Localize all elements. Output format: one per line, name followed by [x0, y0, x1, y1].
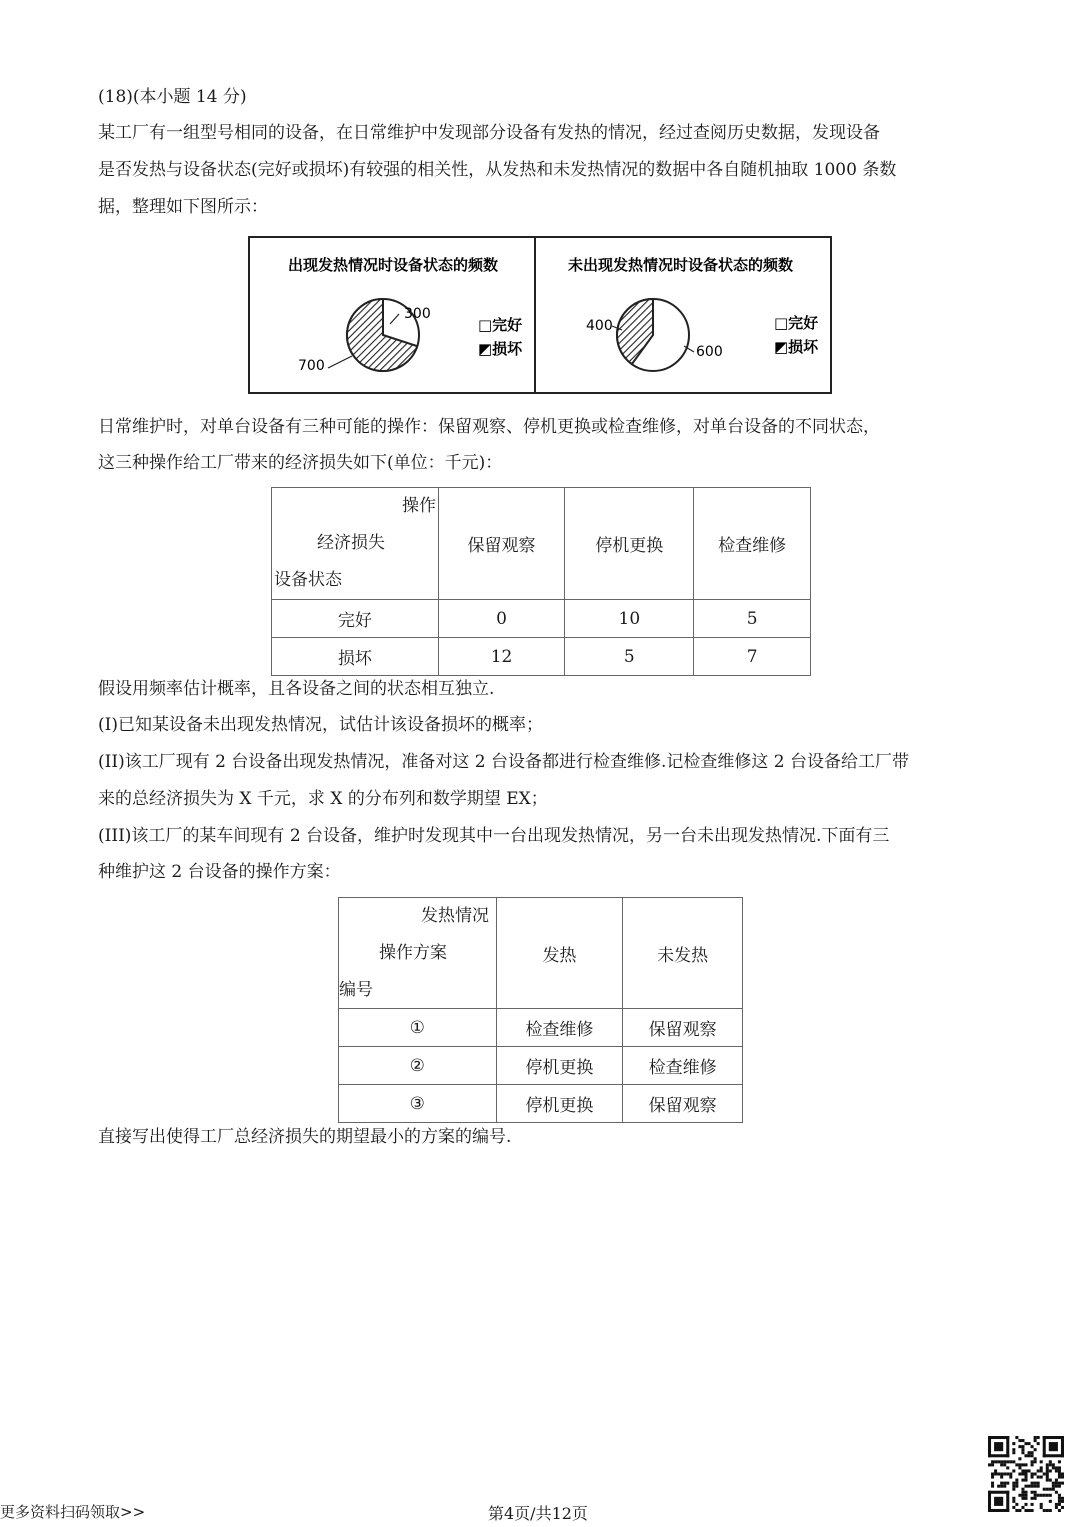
- qr-module: [1040, 1494, 1043, 1497]
- qr-module: [1055, 1485, 1058, 1488]
- qr-module: [1046, 1463, 1049, 1466]
- qr-module: [1034, 1448, 1037, 1451]
- qr-module: [1043, 1436, 1064, 1439]
- question-2-line-2: 来的总经济损失为 X 千元，求 X 的分布列和数学期望 EX；: [98, 789, 548, 809]
- qr-module: [1028, 1442, 1031, 1445]
- qr-module: [1049, 1442, 1058, 1451]
- qr-module: [1037, 1482, 1040, 1485]
- chart2-title: 未出现发热情况时设备状态的频数: [568, 256, 794, 274]
- qr-module: [1031, 1472, 1034, 1475]
- qr-module: [1031, 1497, 1034, 1500]
- qr-module: [1031, 1460, 1034, 1463]
- qr-module: [1012, 1506, 1015, 1509]
- qr-module: [1003, 1485, 1006, 1488]
- qr-module: [1058, 1500, 1061, 1503]
- qr-module: [1006, 1472, 1009, 1475]
- qr-module: [1012, 1451, 1015, 1454]
- qr-module: [1024, 1454, 1027, 1457]
- chart2-label-bad: 400: [586, 318, 613, 334]
- qr-module: [994, 1472, 997, 1475]
- qr-module: [1031, 1445, 1034, 1448]
- final-question: 直接写出使得工厂总经济损失的期望最小的方案的编号.: [98, 1127, 512, 1147]
- loss-col-header: 保留观察: [438, 488, 565, 600]
- qr-module: [1034, 1491, 1037, 1494]
- qr-module: [1028, 1454, 1031, 1457]
- qr-module: [1021, 1488, 1024, 1491]
- qr-module: [1031, 1476, 1034, 1479]
- qr-module: [1040, 1460, 1043, 1463]
- plan-header-top: 发热情况: [421, 906, 489, 926]
- qr-module: [997, 1460, 1000, 1463]
- chart2-legend-good: □完好: [774, 314, 819, 332]
- qr-module: [1003, 1482, 1006, 1485]
- qr-module: [1028, 1509, 1031, 1512]
- qr-module: [1043, 1436, 1046, 1457]
- qr-module: [1006, 1482, 1009, 1485]
- qr-module: [1012, 1488, 1015, 1491]
- qr-module: [1043, 1454, 1064, 1457]
- qr-module: [1037, 1442, 1040, 1445]
- qr-module: [1058, 1472, 1061, 1475]
- loss-row-state: 完好: [272, 600, 439, 638]
- qr-module: [1037, 1436, 1040, 1439]
- qr-module: [1006, 1460, 1009, 1463]
- loss-header-bottom: 设备状态: [274, 570, 342, 590]
- qr-module: [1058, 1476, 1061, 1479]
- plan-cell: 保留观察: [623, 1085, 743, 1123]
- qr-module: [1049, 1494, 1052, 1497]
- qr-module: [991, 1485, 994, 1488]
- qr-module: [988, 1509, 1009, 1512]
- qr-module: [1028, 1469, 1031, 1472]
- qr-module: [1049, 1488, 1052, 1491]
- qr-module: [997, 1472, 1000, 1475]
- plan-cell: 检查维修: [496, 1009, 623, 1047]
- qr-module: [1031, 1509, 1034, 1512]
- qr-module: [1031, 1463, 1034, 1466]
- qr-module: [1031, 1491, 1034, 1494]
- table-row: [339, 1085, 743, 1123]
- intro-line-3: 据，整理如下图所示：: [98, 197, 268, 217]
- chart2-label-good: 600: [696, 344, 723, 360]
- plan-cell: 检查维修: [623, 1047, 743, 1085]
- qr-module: [1024, 1476, 1027, 1479]
- qr-module: [1006, 1491, 1009, 1512]
- qr-module: [1012, 1442, 1015, 1445]
- qr-module: [1018, 1472, 1021, 1475]
- qr-module: [1021, 1448, 1024, 1451]
- qr-module: [1049, 1463, 1052, 1466]
- table-row: [272, 600, 811, 638]
- qr-module: [1018, 1439, 1021, 1442]
- plan-header-bottom: 编号: [339, 980, 373, 1000]
- ops-line-1: 日常维护时，对单台设备有三种可能的操作：保留观察、停机更换或检查维修，对单台设备的不同状态，: [98, 417, 880, 437]
- qr-module: [1024, 1442, 1027, 1445]
- qr-module: [1058, 1485, 1061, 1488]
- pie-charts-box: [248, 236, 832, 394]
- qr-module: [1024, 1491, 1027, 1494]
- qr-module: [1003, 1463, 1006, 1466]
- qr-module: [1061, 1476, 1064, 1479]
- qr-module: [1003, 1460, 1006, 1463]
- qr-module: [1012, 1448, 1015, 1451]
- qr-module: [1037, 1485, 1040, 1488]
- qr-module: [1021, 1451, 1024, 1454]
- qr-module: [991, 1476, 994, 1479]
- loss-header-top: 操作: [402, 496, 436, 516]
- loss-cell: 7: [694, 638, 811, 676]
- qr-module: [1018, 1466, 1021, 1469]
- qr-module: [1058, 1482, 1061, 1485]
- loss-cell: 10: [565, 600, 694, 638]
- qr-module: [1040, 1476, 1043, 1479]
- qr-module: [1031, 1451, 1034, 1454]
- qr-module: [1018, 1445, 1021, 1448]
- qr-module: [994, 1497, 1003, 1506]
- qr-module: [1015, 1509, 1018, 1512]
- qr-module: [1024, 1485, 1027, 1488]
- plan-table: [338, 897, 743, 1123]
- qr-module: [991, 1460, 994, 1463]
- ops-line-2: 这三种操作给工厂带来的经济损失如下(单位：千元)：: [98, 453, 503, 473]
- qr-module: [1037, 1494, 1040, 1497]
- loss-col-header: 检查维修: [694, 488, 811, 600]
- plan-id: ③: [339, 1085, 497, 1123]
- qr-module: [1009, 1476, 1012, 1479]
- loss-col-header: 停机更换: [565, 488, 694, 600]
- qr-module: [1049, 1460, 1052, 1463]
- qr-module: [1043, 1494, 1046, 1497]
- qr-module: [1034, 1494, 1037, 1497]
- qr-module: [1000, 1482, 1003, 1485]
- qr-module: [1055, 1503, 1058, 1506]
- loss-cell: 5: [565, 638, 694, 676]
- qr-module: [1021, 1491, 1024, 1494]
- question-3-line-1: (III)该工厂的某车间现有 2 台设备，维护时发现其中一台出现发热情况，另一台未出现发热情况.下面有三: [98, 826, 890, 846]
- qr-module: [1061, 1472, 1064, 1475]
- qr-module: [1024, 1497, 1027, 1500]
- footer-page-number: 第4页/共12页: [488, 1504, 588, 1523]
- loss-cell: 12: [438, 638, 565, 676]
- qr-module: [1024, 1494, 1027, 1497]
- loss-row-state: 损坏: [272, 638, 439, 676]
- qr-module: [988, 1463, 991, 1466]
- qr-module: [1046, 1472, 1049, 1475]
- qr-module: [1031, 1485, 1034, 1488]
- plan-cell: 保留观察: [623, 1009, 743, 1047]
- qr-module: [1000, 1460, 1003, 1463]
- problem-header: (18)(本小题 14 分): [98, 87, 247, 107]
- footer-more-resources[interactable]: 更多资料扫码领取>>: [0, 1503, 146, 1521]
- qr-module: [1052, 1485, 1055, 1488]
- qr-module: [1055, 1479, 1058, 1482]
- qr-module: [988, 1491, 1009, 1494]
- qr-module: [1031, 1482, 1034, 1485]
- qr-module: [1034, 1460, 1037, 1463]
- question-1: (I)已知某设备未出现发热情况，试估计该设备损坏的概率；: [98, 715, 543, 735]
- question-2-line-1: (II)该工厂现有 2 台设备出现发热情况，准备对这 2 台设备都进行检查维修.记检查维修这 2 台设备给工厂带: [98, 752, 909, 772]
- qr-module: [1037, 1469, 1040, 1472]
- qr-module: [1021, 1469, 1024, 1472]
- qr-module: [1018, 1509, 1021, 1512]
- qr-module: [1040, 1503, 1043, 1506]
- pie-charts-svg: [250, 238, 834, 396]
- chart1-legend-good: □完好: [478, 316, 523, 334]
- loss-cell: 0: [438, 600, 565, 638]
- qr-module: [1058, 1469, 1061, 1472]
- qr-module: [1055, 1491, 1058, 1494]
- qr-module: [1046, 1479, 1049, 1482]
- loss-table: [271, 487, 811, 676]
- qr-module: [1043, 1509, 1046, 1512]
- chart1-label-bad: 700: [298, 358, 325, 374]
- qr-module: [994, 1460, 997, 1463]
- qr-module: [1000, 1485, 1003, 1488]
- qr-module: [1061, 1500, 1064, 1503]
- qr-module: [1028, 1451, 1031, 1454]
- intro-line-1: 某工厂有一组型号相同的设备，在日常维护中发现部分设备有发热的情况，经过查阅历史数据，发现设备: [98, 123, 880, 143]
- qr-module: [988, 1436, 1009, 1439]
- qr-module: [1009, 1472, 1012, 1475]
- qr-module: [991, 1463, 994, 1466]
- qr-module: [1055, 1482, 1058, 1485]
- qr-module: [991, 1482, 994, 1485]
- qr-module: [1061, 1497, 1064, 1500]
- chart1-label-good: 300: [404, 306, 431, 322]
- table-row: [339, 1047, 743, 1085]
- qr-module: [1024, 1503, 1027, 1506]
- qr-module: [1049, 1479, 1052, 1482]
- qr-module: [1046, 1494, 1049, 1497]
- qr-module: [1031, 1454, 1034, 1457]
- qr-module: [1021, 1506, 1024, 1509]
- qr-module: [1034, 1485, 1037, 1488]
- qr-module: [1061, 1482, 1064, 1485]
- qr-module: [1034, 1472, 1037, 1475]
- loss-table-header-row: [272, 488, 811, 600]
- plan-col-header: 未发热: [623, 898, 743, 1009]
- intro-line-2: 是否发热与设备状态(完好或损坏)有较强的相关性，从发热和未发热情况的数据中各自随机抽取 1000 条数: [98, 160, 897, 180]
- qr-module: [1031, 1503, 1034, 1506]
- plan-id: ②: [339, 1047, 497, 1085]
- qr-module: [1046, 1466, 1049, 1469]
- qr-module: [1018, 1463, 1021, 1466]
- plan-table-header-row: [339, 898, 743, 1009]
- qr-module: [988, 1454, 1009, 1457]
- qr-module: [1061, 1506, 1064, 1509]
- qr-module: [1049, 1469, 1052, 1472]
- qr-module: [1024, 1472, 1027, 1475]
- qr-module: [1043, 1488, 1046, 1491]
- qr-module: [1024, 1479, 1027, 1482]
- chart1-title: 出现发热情况时设备状态的频数: [288, 256, 499, 274]
- qr-module: [1052, 1482, 1055, 1485]
- qr-module: [1021, 1463, 1024, 1466]
- qr-code-icon: [988, 1436, 1064, 1512]
- qr-module: [1000, 1463, 1003, 1466]
- qr-module: [1052, 1466, 1055, 1469]
- qr-module: [1021, 1497, 1024, 1500]
- plan-col-header: 发热: [496, 898, 623, 1009]
- qr-module: [1046, 1476, 1049, 1479]
- chart1-leader-bad: [328, 356, 352, 368]
- chart2-pie: [617, 299, 689, 371]
- qr-module: [1012, 1460, 1015, 1463]
- plan-cell: 停机更换: [496, 1085, 623, 1123]
- qr-module: [1015, 1463, 1018, 1466]
- qr-module: [1015, 1436, 1018, 1439]
- qr-module: [1055, 1466, 1058, 1469]
- qr-module: [988, 1436, 991, 1457]
- qr-module: [1058, 1466, 1061, 1469]
- qr-module: [1052, 1463, 1055, 1466]
- qr-module: [1021, 1445, 1024, 1448]
- qr-module: [1058, 1460, 1061, 1463]
- plan-header-mid: 操作方案: [379, 943, 447, 963]
- qr-module: [1021, 1479, 1024, 1482]
- qr-module: [1000, 1472, 1003, 1475]
- qr-module: [1046, 1509, 1049, 1512]
- qr-module: [1021, 1494, 1024, 1497]
- qr-module: [1058, 1509, 1061, 1512]
- qr-module: [1024, 1509, 1027, 1512]
- qr-module: [1043, 1472, 1046, 1475]
- qr-module: [1034, 1497, 1037, 1500]
- qr-module: [997, 1485, 1000, 1488]
- qr-module: [1012, 1485, 1015, 1488]
- plan-table-corner: [339, 898, 497, 1009]
- qr-module: [1055, 1469, 1058, 1472]
- qr-module: [1021, 1439, 1024, 1442]
- qr-module: [1024, 1463, 1027, 1466]
- qr-module: [1055, 1506, 1058, 1509]
- table-row: [272, 638, 811, 676]
- plan-id: ①: [339, 1009, 497, 1047]
- loss-cell: 5: [694, 600, 811, 638]
- qr-module: [994, 1469, 997, 1472]
- qr-module: [988, 1491, 991, 1512]
- question-3-line-2: 种维护这 2 台设备的操作方案：: [98, 862, 341, 882]
- qr-module: [1046, 1469, 1049, 1472]
- loss-header-mid: 经济损失: [317, 533, 385, 553]
- qr-module: [1015, 1503, 1018, 1506]
- qr-module: [1021, 1472, 1024, 1475]
- qr-module: [1012, 1497, 1015, 1500]
- qr-module: [1040, 1506, 1043, 1509]
- qr-module: [1040, 1466, 1043, 1469]
- qr-module: [1034, 1439, 1037, 1442]
- qr-module: [1009, 1460, 1012, 1463]
- qr-module: [1015, 1479, 1018, 1482]
- plan-cell: 停机更换: [496, 1047, 623, 1085]
- qr-module: [1018, 1494, 1021, 1497]
- chart2-legend-bad: ◩损坏: [774, 338, 819, 356]
- assumption: 假设用频率估计概率，且各设备之间的状态相互独立.: [98, 679, 495, 699]
- qr-module: [1006, 1466, 1009, 1469]
- qr-module: [1058, 1494, 1061, 1497]
- chart1-legend-bad: ◩损坏: [478, 340, 523, 358]
- qr-module: [1003, 1472, 1006, 1475]
- qr-module: [1024, 1469, 1027, 1472]
- qr-module: [1018, 1457, 1021, 1460]
- qr-module: [1006, 1436, 1009, 1457]
- qr-module: [1015, 1485, 1018, 1488]
- qr-module: [1034, 1482, 1037, 1485]
- qr-module: [1028, 1485, 1031, 1488]
- qr-module: [1012, 1500, 1015, 1503]
- table-row: [339, 1009, 743, 1047]
- qr-module: [1012, 1469, 1015, 1472]
- loss-table-corner: [272, 488, 439, 600]
- qr-module: [1058, 1497, 1061, 1500]
- qr-module: [994, 1442, 1003, 1451]
- qr-module: [1034, 1436, 1037, 1439]
- qr-module: [1052, 1488, 1055, 1491]
- qr-module: [1015, 1482, 1018, 1485]
- qr-module: [1012, 1482, 1015, 1485]
- qr-module: [991, 1472, 994, 1475]
- qr-module: [1040, 1469, 1043, 1472]
- qr-module: [1049, 1500, 1052, 1503]
- qr-module: [1046, 1488, 1049, 1491]
- qr-module: [1037, 1476, 1040, 1479]
- qr-module: [1058, 1503, 1061, 1506]
- qr-module: [1000, 1476, 1003, 1479]
- qr-module: [1049, 1509, 1052, 1512]
- qr-module: [1061, 1436, 1064, 1457]
- qr-module: [1034, 1457, 1037, 1460]
